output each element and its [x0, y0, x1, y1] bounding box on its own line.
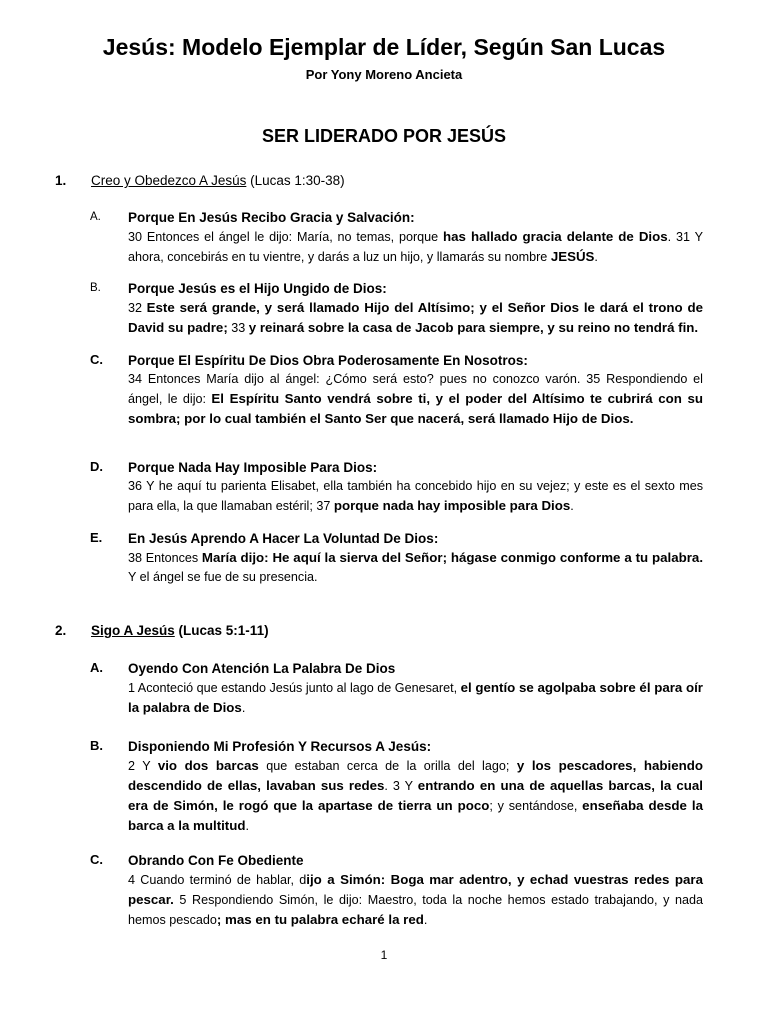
item-heading: Porque Jesús es el Hijo Ungido de Dios:: [128, 281, 387, 296]
item-heading: Porque El Espíritu De Dios Obra Poderosamente En Nosotros:: [128, 353, 528, 368]
section-number: 2.: [55, 623, 67, 638]
verse-bold: El Espíritu Santo vendrá sobre ti, y el poder del Altísimo te cubrirá con su sombra; por lo cual también el Santo Ser que nacerá, será llamado Hijo de Dios.: [128, 391, 703, 426]
verse-bold: y los pescadores, habiendo descendido de ellas, lavaban sus redes: [128, 758, 703, 793]
verse-text: 36 Y he aquí tu parienta Elisabet, ella también ha concebido hijo en su vejez; y este es el sexto mes para ella, la que llamaban estéril; 37: [128, 479, 703, 513]
item-heading: Obrando Con Fe Obediente: [128, 853, 304, 868]
verse-bold: entrando en una de aquellas barcas, la cual era de Simón, le rogó que la apartase de tierra un poco: [128, 778, 703, 813]
item-verse: [128, 548, 703, 587]
section-reference: (Lucas 1:30-38): [246, 173, 345, 188]
page-number: 1: [380, 948, 388, 962]
verse-text: . 3 Y: [384, 779, 418, 793]
verse-text: Y el ángel se fue de su presencia.: [128, 570, 318, 584]
verse-text: 33: [227, 321, 249, 335]
verse-text: 30 Entonces el ángel le dijo: María, no temas, porque: [128, 230, 444, 244]
verse-bold: el gentío se agolpaba sobre él para oír la palabra de Dios: [128, 680, 703, 715]
verse-text: ; y sentándose,: [489, 799, 583, 813]
item-heading: Oyendo Con Atención La Palabra De Dios: [128, 661, 396, 676]
item-2b: [90, 738, 703, 836]
item-1b: [90, 280, 703, 338]
item-heading: Disponiendo Mi Profesión Y Recursos A Jesús:: [128, 739, 432, 754]
verse-text: 2 Y: [128, 759, 158, 773]
section-reference: (Lucas 5:1-11): [174, 623, 269, 638]
item-1e: [90, 530, 703, 587]
item-verse: [128, 370, 703, 429]
verse-text: .: [594, 250, 598, 264]
item-verse: [128, 756, 703, 836]
section-title-text: [91, 173, 345, 188]
item-letter: E.: [90, 530, 103, 545]
verse-text: 38 Entonces: [128, 551, 202, 565]
item-2a: [90, 660, 703, 718]
item-letter: C.: [90, 852, 103, 867]
item-heading: En Jesús Aprendo A Hacer La Voluntad De Dios:: [128, 531, 439, 546]
verse-bold: María dijo: He aquí la sierva del Señor; hágase conmigo conforme a tu palabra.: [201, 550, 704, 565]
section-heading: SER LIDERADO POR JESÚS: [261, 126, 507, 146]
section-title-text: [91, 623, 269, 638]
verse-text: .: [570, 499, 574, 513]
verse-bold: ; mas en tu palabra echaré la red: [216, 912, 424, 927]
verse-bold: y reinará sobre la casa de Jacob para siempre, y su reino no tendrá fin.: [248, 320, 699, 335]
verse-text: . 31 Y ahora, concebirás en tu vientre, y darás a luz un hijo, y llamarás su nombre: [128, 230, 703, 264]
verse-text: 32: [128, 301, 147, 315]
item-1d: [90, 459, 703, 516]
item-letter: A.: [90, 211, 101, 223]
item-verse: [128, 870, 703, 930]
item-letter: D.: [90, 459, 103, 474]
verse-bold: vio dos barcas: [157, 758, 259, 773]
verse-bold: has hallado gracia delante de Dios: [443, 229, 668, 244]
item-verse: [128, 678, 703, 718]
item-heading: Porque En Jesús Recibo Gracia y Salvación:: [128, 210, 415, 225]
item-verse: [128, 298, 703, 338]
verse-bold: enseñaba desde la barca a la multitud: [128, 798, 703, 833]
verse-text: .: [423, 913, 428, 927]
item-letter: B.: [90, 282, 101, 294]
item-verse: [128, 477, 703, 516]
section-title: Sigo A Jesús: [91, 623, 175, 638]
verse-text: 34 Entonces María dijo al ángel: ¿Cómo será esto? pues no conozco varón. 35 Respondiendo el ángel, le dijo:: [128, 372, 703, 406]
verse-text: que estaban cerca de la orilla del lago;: [258, 759, 517, 773]
verse-bold: Este será grande, y será llamado Hijo del Altísimo; y el Señor Dios le dará el trono de David su padre;: [128, 300, 703, 335]
verse-text: 4 Cuando terminó de hablar, d: [128, 873, 307, 887]
verse-text: 1 Aconteció que estando Jesús junto al lago de Genesaret,: [128, 681, 461, 695]
verse-text: 5 Respondiendo Simón, le dijo: Maestro, toda la noche hemos estado trabajando, y nada hemos pescado: [128, 893, 703, 927]
item-heading: Porque Nada Hay Imposible Para Dios:: [128, 460, 378, 475]
section-title: Creo y Obedezco A Jesús: [91, 173, 247, 188]
verse-bold: JESÚS: [550, 249, 595, 264]
item-2c: [90, 852, 703, 930]
item-1c: [90, 352, 703, 429]
item-1a: [90, 209, 703, 267]
verse-text: .: [241, 701, 246, 715]
verse-text: .: [245, 819, 249, 833]
item-letter: B.: [90, 738, 103, 753]
section-number: 1.: [55, 173, 67, 188]
verse-bold: porque nada hay imposible para Dios: [333, 498, 571, 513]
document-title: Jesús: Modelo Ejemplar de Líder, Según San Lucas: [102, 34, 666, 60]
item-letter: C.: [90, 352, 103, 367]
item-letter: A.: [90, 660, 103, 675]
document-byline: Por Yony Moreno Ancieta: [305, 67, 463, 82]
verse-bold: ijo a Simón: Boga mar adentro, y echad vuestras redes para pescar.: [128, 872, 704, 907]
item-verse: [128, 227, 703, 267]
